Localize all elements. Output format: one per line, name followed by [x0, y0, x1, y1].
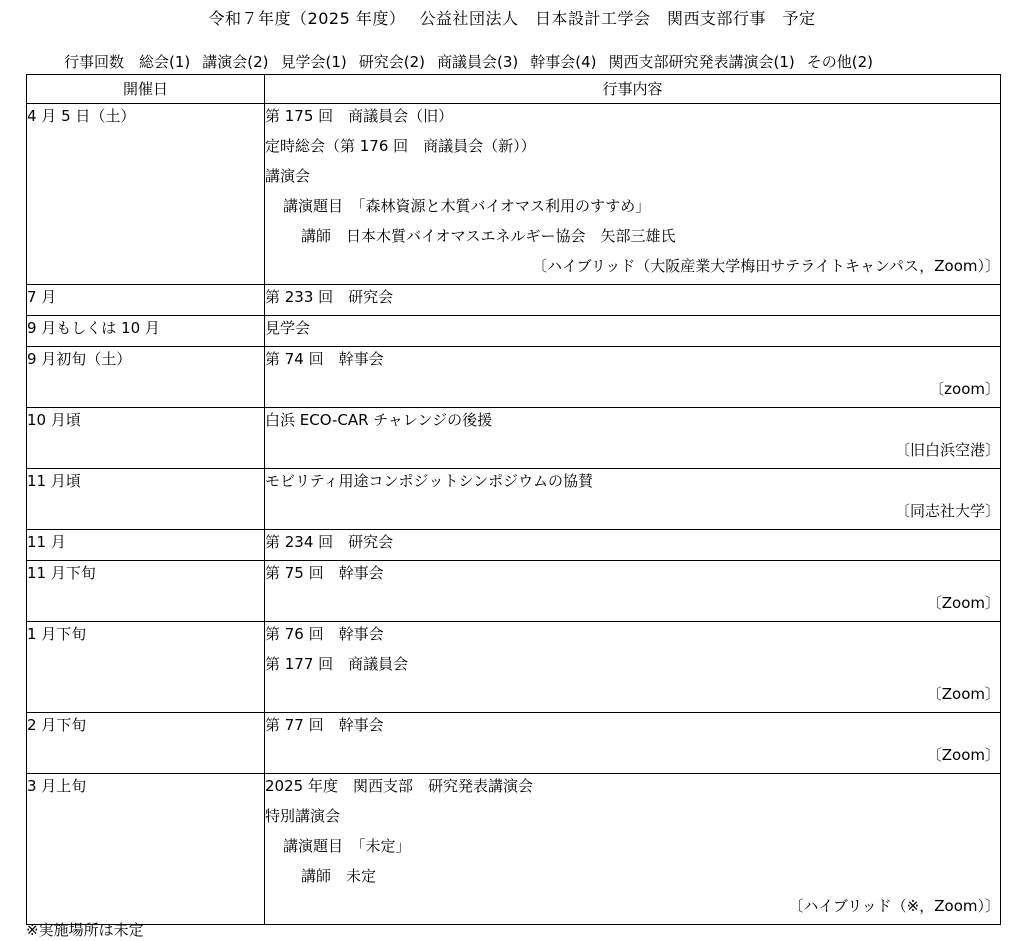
- event-content: [265, 561, 1001, 622]
- table-row: [27, 530, 1001, 561]
- event-line: 特別講演会: [265, 807, 341, 825]
- event-content: [265, 285, 1001, 316]
- event-venue: 〔Zoom〕: [926, 594, 1000, 612]
- event-line: 第 77 回 幹事会: [265, 716, 384, 734]
- event-line: 第 177 回 商議員会: [265, 655, 409, 673]
- event-venue: 〔同志社大学〕: [894, 502, 1000, 520]
- event-date: 4 月 5 日（土）: [27, 104, 265, 285]
- event-count-item: 見学会(1): [280, 53, 347, 71]
- event-venue: 〔ハイブリッド（大阪産業大学梅田サテライトキャンパス，Zoom）〕: [531, 257, 1000, 275]
- schedule-table: [26, 74, 1001, 925]
- event-line: 講演題目 「未定」: [283, 837, 411, 855]
- event-venue: 〔Zoom〕: [926, 685, 1000, 703]
- event-date: 2 月下旬: [27, 713, 265, 774]
- event-line: 第 175 回 商議員会（旧）: [265, 107, 454, 125]
- event-date: 3 月上旬: [27, 774, 265, 925]
- event-line: 白浜 ECO-CAR チャレンジの後援: [265, 411, 493, 429]
- event-content: [265, 316, 1001, 347]
- page-title: 令和７年度（2025 年度） 公益社団法人 日本設計工学会 関西支部行事 予定: [208, 9, 816, 28]
- event-venue: 〔ハイブリッド（※，Zoom）〕: [788, 897, 1000, 915]
- event-line: 第 74 回 幹事会: [265, 350, 384, 368]
- table-row: [27, 408, 1001, 469]
- header-date: 開催日: [27, 75, 265, 104]
- table-row: [27, 347, 1001, 408]
- event-content: [265, 774, 1001, 925]
- event-date: 1 月下旬: [27, 622, 265, 713]
- event-line: モビリティ用途コンポジットシンポジウムの協賛: [265, 472, 593, 490]
- event-date: 9 月初旬（土）: [27, 347, 265, 408]
- event-count-item: その他(2): [806, 53, 873, 71]
- table-row: [27, 622, 1001, 713]
- event-date: 7 月: [27, 285, 265, 316]
- event-date: 11 月頃: [27, 469, 265, 530]
- event-venue: 〔旧白浜空港〕: [894, 441, 1000, 459]
- event-content: [265, 104, 1001, 285]
- event-date: 11 月: [27, 530, 265, 561]
- event-line: 講演題目 「森林資源と木質バイオマス利用のすすめ」: [283, 197, 651, 215]
- table-row: [27, 561, 1001, 622]
- table-row: [27, 285, 1001, 316]
- table-header-row: [27, 75, 1001, 104]
- event-line: 第 234 回 研究会: [265, 533, 394, 551]
- event-date: 11 月下旬: [27, 561, 265, 622]
- event-line: 2025 年度 関西支部 研究発表講演会: [265, 777, 533, 795]
- event-line: 講演会: [265, 167, 311, 185]
- event-count-item: 研究会(2): [358, 53, 425, 71]
- table-row: [27, 713, 1001, 774]
- event-date: 10 月頃: [27, 408, 265, 469]
- event-line: 講師 日本木質バイオマスエネルギー協会 矢部三雄氏: [301, 227, 676, 245]
- table-row: [27, 774, 1001, 925]
- event-line: 見学会: [265, 319, 311, 337]
- event-line: 第 75 回 幹事会: [265, 564, 384, 582]
- event-content: [265, 408, 1001, 469]
- table-row: [27, 469, 1001, 530]
- event-count-item: 講演会(2): [202, 53, 269, 71]
- event-content: [265, 622, 1001, 713]
- event-line: 第 233 回 研究会: [265, 288, 394, 306]
- event-content: [265, 713, 1001, 774]
- event-count-item: 幹事会(4): [530, 53, 597, 71]
- event-line: 講師 未定: [301, 867, 377, 885]
- table-row: [27, 316, 1001, 347]
- event-venue: 〔Zoom〕: [926, 746, 1000, 764]
- event-count-item: 行事回数 総会(1): [64, 53, 191, 71]
- table-row: [27, 104, 1001, 285]
- event-count-item: 商議員会(3): [437, 53, 519, 71]
- event-venue: 〔zoom〕: [929, 380, 1000, 398]
- header-content: 行事内容: [265, 75, 1001, 104]
- event-line: 第 76 回 幹事会: [265, 625, 384, 643]
- event-line: 定時総会（第 176 回 商議員会（新））: [265, 137, 536, 155]
- event-count-item: 関西支部研究発表講演会(1): [608, 53, 795, 71]
- footnote: ※実施場所は未定: [26, 921, 144, 939]
- event-date: 9 月もしくは 10 月: [27, 316, 265, 347]
- event-content: [265, 347, 1001, 408]
- event-content: [265, 469, 1001, 530]
- event-content: [265, 530, 1001, 561]
- event-count-summary: [64, 51, 1004, 72]
